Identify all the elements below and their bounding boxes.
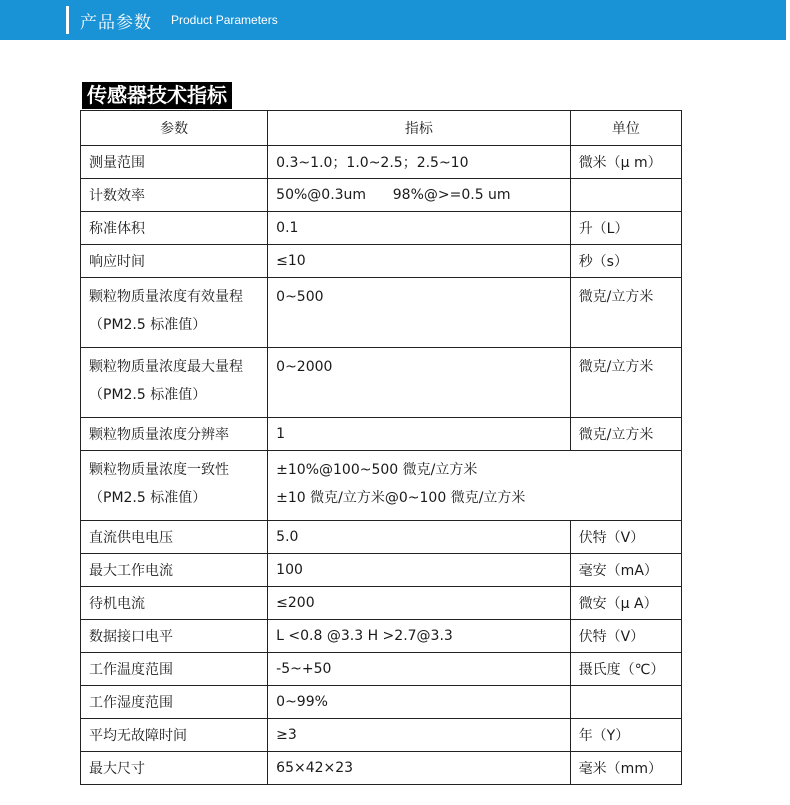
- cell-value: -5~+50: [268, 653, 571, 686]
- header-value: 指标: [268, 111, 571, 146]
- cell-unit: 微克/立方米: [570, 418, 681, 451]
- table-row: [81, 179, 682, 212]
- cell-param: 颗粒物质量浓度一致性（PM2.5 标准值）: [81, 451, 268, 521]
- cell-param: 称准体积: [81, 212, 268, 245]
- cell-value: 5.0: [268, 521, 571, 554]
- cell-unit: 微安（μ A）: [570, 587, 681, 620]
- cell-unit: 毫米（mm）: [570, 752, 681, 785]
- cell-value: ≤10: [268, 245, 571, 278]
- header-unit: 单位: [570, 111, 681, 146]
- banner-title-en: Product Parameters: [171, 13, 278, 27]
- cell-param: 最大尺寸: [81, 752, 268, 785]
- table-row: [81, 418, 682, 451]
- cell-param: 计数效率: [81, 179, 268, 212]
- cell-unit: [570, 686, 681, 719]
- cell-param: 平均无故障时间: [81, 719, 268, 752]
- table-row: [81, 212, 682, 245]
- cell-unit: [570, 179, 681, 212]
- cell-unit: 升（L）: [570, 212, 681, 245]
- cell-unit: 摄氏度（℃）: [570, 653, 681, 686]
- section-heading: 传感器技术指标: [82, 82, 232, 109]
- table-row: [81, 653, 682, 686]
- spec-table: [80, 110, 682, 785]
- cell-param: 待机电流: [81, 587, 268, 620]
- cell-value: 100: [268, 554, 571, 587]
- cell-unit: 微克/立方米: [570, 278, 681, 348]
- table-row: [81, 146, 682, 179]
- cell-param: 测量范围: [81, 146, 268, 179]
- table-header-row: [81, 111, 682, 146]
- cell-value: 0~2000: [268, 348, 571, 418]
- cell-value: 0.1: [268, 212, 571, 245]
- cell-param: 颗粒物质量浓度有效量程（PM2.5 标准值）: [81, 278, 268, 348]
- table-row: [81, 620, 682, 653]
- table-row: [81, 587, 682, 620]
- cell-value: ≤200: [268, 587, 571, 620]
- banner-title-cn: 产品参数: [80, 13, 152, 33]
- cell-unit: 微米（μ m）: [570, 146, 681, 179]
- cell-unit: 秒（s）: [570, 245, 681, 278]
- table-row: [81, 752, 682, 785]
- table-row: [81, 719, 682, 752]
- cell-value: 0.3~1.0；1.0~2.5；2.5~10: [268, 146, 571, 179]
- table-row: [81, 686, 682, 719]
- table-row: [81, 245, 682, 278]
- table-row: [81, 451, 682, 521]
- cell-unit: 毫安（mA）: [570, 554, 681, 587]
- cell-value-line-2: ±10 微克/立方米@0~100 微克/立方米: [276, 490, 526, 506]
- banner-divider: [66, 6, 69, 34]
- cell-value: [268, 451, 682, 521]
- table-row: [81, 348, 682, 418]
- table-row: [81, 278, 682, 348]
- cell-value: 50%@0.3um 98%@>=0.5 um: [268, 179, 571, 212]
- table-row: [81, 521, 682, 554]
- cell-value: L <0.8 @3.3 H >2.7@3.3: [268, 620, 571, 653]
- cell-param: 数据接口电平: [81, 620, 268, 653]
- cell-param: 工作温度范围: [81, 653, 268, 686]
- cell-value: 65×42×23: [268, 752, 571, 785]
- cell-param: 最大工作电流: [81, 554, 268, 587]
- cell-value: 0~500: [268, 278, 571, 348]
- header-param: 参数: [81, 111, 268, 146]
- cell-unit: 年（Y）: [570, 719, 681, 752]
- cell-param: 颗粒物质量浓度最大量程（PM2.5 标准值）: [81, 348, 268, 418]
- cell-param: 工作湿度范围: [81, 686, 268, 719]
- cell-value-line-1: ±10%@100~500 微克/立方米: [276, 462, 478, 478]
- cell-value: 0~99%: [268, 686, 571, 719]
- table-row: [81, 554, 682, 587]
- cell-param: 响应时间: [81, 245, 268, 278]
- cell-value: 1: [268, 418, 571, 451]
- cell-param: 直流供电电压: [81, 521, 268, 554]
- cell-value: ≥3: [268, 719, 571, 752]
- cell-unit: 伏特（V）: [570, 521, 681, 554]
- header-banner: [0, 0, 786, 40]
- cell-param: 颗粒物质量浓度分辨率: [81, 418, 268, 451]
- cell-unit: 伏特（V）: [570, 620, 681, 653]
- cell-unit: 微克/立方米: [570, 348, 681, 418]
